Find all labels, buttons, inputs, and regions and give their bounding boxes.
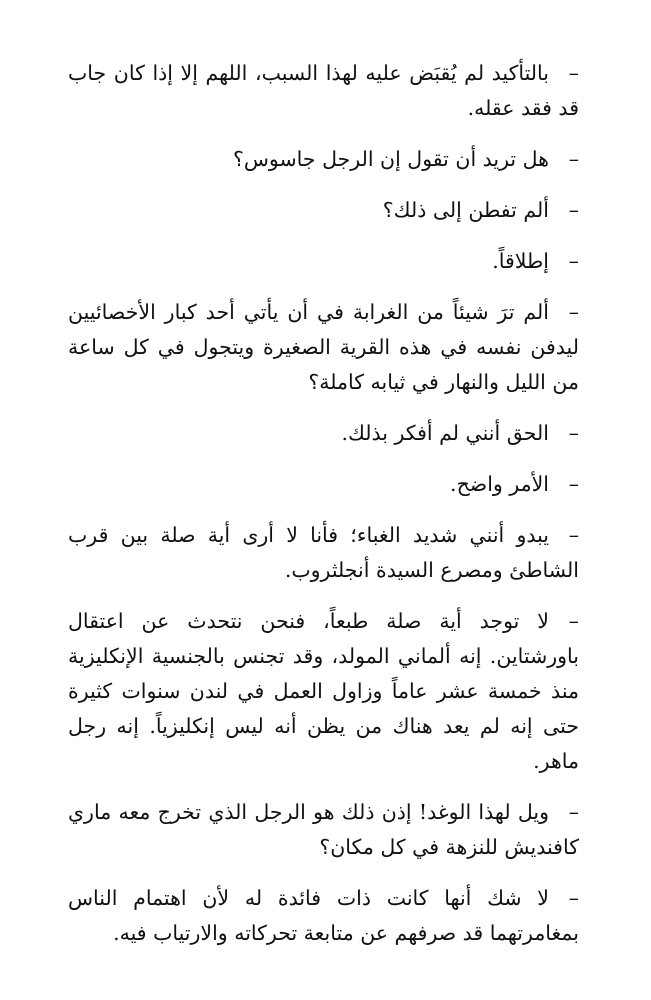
dialogue-dash: – bbox=[568, 61, 579, 85]
dialogue-paragraph bbox=[68, 56, 579, 126]
dialogue-paragraph bbox=[68, 416, 579, 451]
paragraph-text: الحق أنني لم أفكر بذلك. bbox=[341, 421, 549, 445]
dialogue-paragraph bbox=[68, 244, 579, 279]
paragraph-text: ألم تفطن إلى ذلك؟ bbox=[382, 198, 549, 222]
dialogue-dash: – bbox=[568, 800, 579, 824]
dialogue-dash: – bbox=[568, 886, 579, 910]
dialogue-dash: – bbox=[568, 421, 579, 445]
dialogue-dash: – bbox=[568, 147, 579, 171]
paragraph-text: ويل لهذا الوغد! إذن ذلك هو الرجل الذي تخرج معه ماري كافنديش للنزهة في كل مكان؟ bbox=[68, 800, 579, 859]
paragraph-text: هل تريد أن تقول إن الرجل جاسوس؟ bbox=[232, 147, 549, 171]
dialogue-paragraph bbox=[68, 604, 579, 779]
paragraph-text: لا توجد أية صلة طبعاً، فنحن نتحدث عن اعتقال باورشتاين. إنه ألماني المولد، وقد تجنس بالجنسية الإنكليزية منذ خمسة عشر عاماً وزاول العمل في لندن سنوات كثيرة حتى إنه لم يعد هناك من يظن أنه ليس إنكليزياً. إنه رجل ماهر. bbox=[68, 609, 579, 773]
dialogue-paragraph bbox=[68, 193, 579, 228]
paragraph-text: يبدو أنني شديد الغباء؛ فأنا لا أرى أية صلة بين قرب الشاطئ ومصرع السيدة أنجلثروب. bbox=[68, 523, 579, 582]
dialogue-paragraph bbox=[68, 795, 579, 865]
dialogue-paragraph bbox=[68, 142, 579, 177]
dialogue-dash: – bbox=[568, 249, 579, 273]
paragraph-text: الأمر واضح. bbox=[450, 472, 549, 496]
dialogue-dash: – bbox=[568, 300, 579, 324]
dialogue-dash: – bbox=[568, 523, 579, 547]
paragraph-text: لا شك أنها كانت ذات فائدة له لأن اهتمام الناس بمغامرتهما قد صرفهم عن متابعة تحركاته والارتياب فيه. bbox=[68, 886, 579, 945]
dialogue-paragraph bbox=[68, 295, 579, 400]
dialogue-dash: – bbox=[568, 609, 579, 633]
dialogue-dash: – bbox=[568, 472, 579, 496]
paragraph-text: بالتأكيد لم يُقبَض عليه لهذا السبب، اللهم إلا إذا كان جاب قد فقد عقله. bbox=[68, 61, 579, 120]
dialogue-paragraph bbox=[68, 518, 579, 588]
dialogue-paragraph bbox=[68, 467, 579, 502]
paragraph-text: ألم ترَ شيئاً من الغرابة في أن يأتي أحد كبار الأخصائيين ليدفن نفسه في هذه القرية الصغيرة ويتجول في كل ساعة من الليل والنهار في ثيابه كاملة؟ bbox=[68, 300, 579, 394]
dialogue-dash: – bbox=[568, 198, 579, 222]
dialogue-paragraph bbox=[68, 881, 579, 951]
book-page bbox=[68, 56, 579, 967]
paragraph-text: إطلاقاً. bbox=[492, 249, 549, 273]
